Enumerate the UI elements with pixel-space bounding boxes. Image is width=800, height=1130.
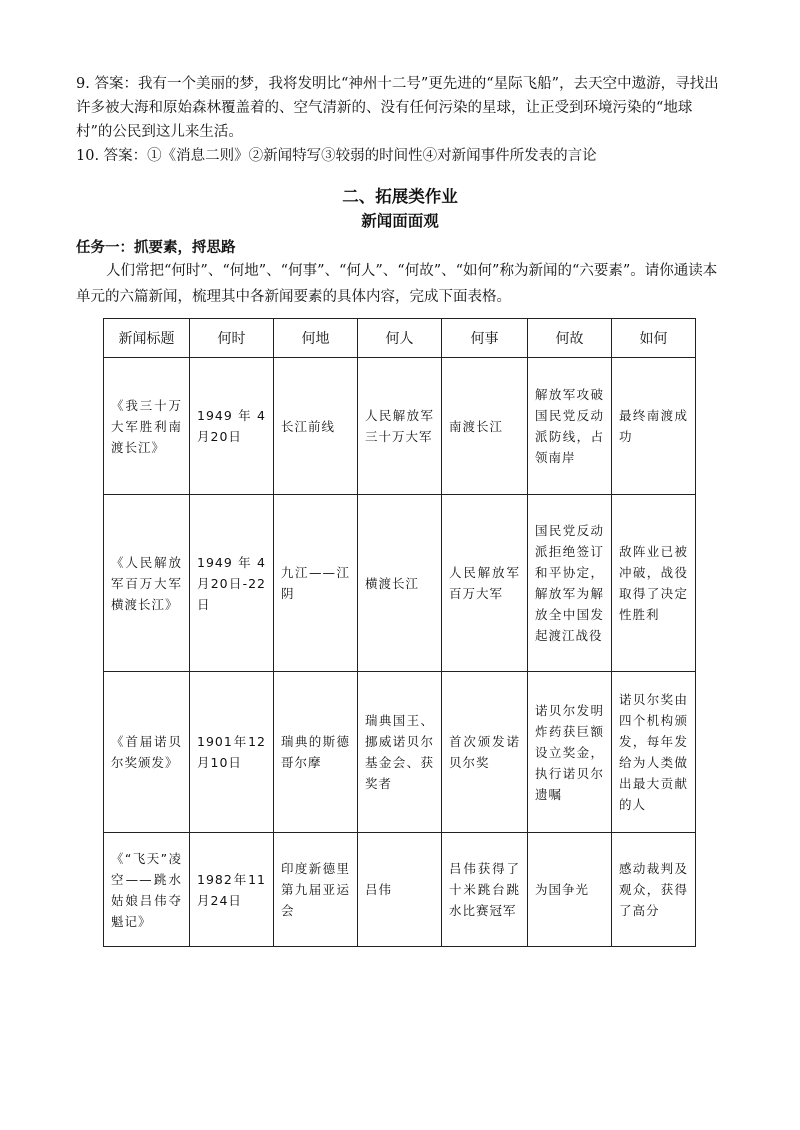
header-when: 何时 bbox=[190, 319, 274, 358]
task-intro: 人们常把“何时”、“何地”、“何事”、“何人”、“何故”、“如何”称为新闻的“六要素”。请你通读本单元的六篇新闻，梳理其中各新闻要素的具体内容，完成下面表格。 bbox=[76, 263, 718, 305]
cell-what: 南渡长江 bbox=[442, 358, 528, 495]
cell-who: 人民解放军三十万大军 bbox=[358, 358, 442, 495]
answer-9: 9. 答案：我有一个美丽的梦，我将发明比“神州十二号”更先进的“星际飞船”，去天空中遨游，寻找出许多被大海和原始森林覆盖着的、空气清新的、没有任何污染的星球，让正受到环境污染的“地球村”的公民到这儿来生活。 bbox=[76, 76, 719, 140]
cell-how: 最终南渡成功 bbox=[612, 358, 696, 495]
cell-why: 诺贝尔发明炸药获巨额设立奖金，执行诺贝尔遗嘱 bbox=[528, 672, 612, 833]
cell-where: 九江——江阴 bbox=[274, 495, 358, 672]
cell-how: 感动裁判及观众，获得了高分 bbox=[612, 833, 696, 947]
cell-what: 首次颁发诺贝尔奖 bbox=[442, 672, 528, 833]
cell-when: 1982年11月24日 bbox=[190, 833, 274, 947]
cell-where: 印度新德里第九届亚运会 bbox=[274, 833, 358, 947]
header-what: 何事 bbox=[442, 319, 528, 358]
cell-what: 吕伟获得了十米跳台跳水比赛冠军 bbox=[442, 833, 528, 947]
cell-title: 《人民解放军百万大军横渡长江》 bbox=[104, 495, 190, 672]
answer-10: 10. 答案：①《消息二则》②新闻特写③较弱的时间性④对新闻事件所发表的言论 bbox=[76, 148, 597, 164]
task-title: 任务一：抓要素，捋思路 bbox=[76, 240, 236, 256]
header-who: 何人 bbox=[358, 319, 442, 358]
table-row bbox=[104, 358, 696, 495]
cell-who: 吕伟 bbox=[358, 833, 442, 947]
cell-title: 《我三十万大军胜利南渡长江》 bbox=[104, 358, 190, 495]
header-title: 新闻标题 bbox=[104, 319, 190, 358]
cell-why: 解放军攻破国民党反动派防线，占领南岸 bbox=[528, 358, 612, 495]
table-row bbox=[104, 495, 696, 672]
cell-how: 敌阵业已被冲破，战役取得了决定性胜利 bbox=[612, 495, 696, 672]
cell-who: 横渡长江 bbox=[358, 495, 442, 672]
table-row bbox=[104, 672, 696, 833]
cell-where: 瑞典的斯德哥尔摩 bbox=[274, 672, 358, 833]
table-header-row bbox=[104, 319, 696, 358]
news-elements-table bbox=[103, 318, 696, 947]
cell-who: 瑞典国王、挪威诺贝尔基金会、获奖者 bbox=[358, 672, 442, 833]
section-subtitle: 新闻面面观 bbox=[361, 212, 439, 230]
header-why: 何故 bbox=[528, 319, 612, 358]
header-how: 如何 bbox=[612, 319, 696, 358]
cell-title: 《首届诺贝尔奖颁发》 bbox=[104, 672, 190, 833]
cell-what: 人民解放军百万大军 bbox=[442, 495, 528, 672]
cell-how: 诺贝尔奖由四个机构颁发，每年发给为人类做出最大贡献的人 bbox=[612, 672, 696, 833]
header-where: 何地 bbox=[274, 319, 358, 358]
cell-title: 《“飞天”凌空——跳水姑娘吕伟夺魁记》 bbox=[104, 833, 190, 947]
table-row bbox=[104, 833, 696, 947]
cell-where: 长江前线 bbox=[274, 358, 358, 495]
cell-when: 1901年12月10日 bbox=[190, 672, 274, 833]
cell-why: 国民党反动派拒绝签订和平协定，解放军为解放全中国发起渡江战役 bbox=[528, 495, 612, 672]
section-title: 二、拓展类作业 bbox=[342, 187, 458, 206]
cell-when: 1949年4月20日 bbox=[190, 358, 274, 495]
cell-why: 为国争光 bbox=[528, 833, 612, 947]
cell-when: 1949年4月20日-22日 bbox=[190, 495, 274, 672]
